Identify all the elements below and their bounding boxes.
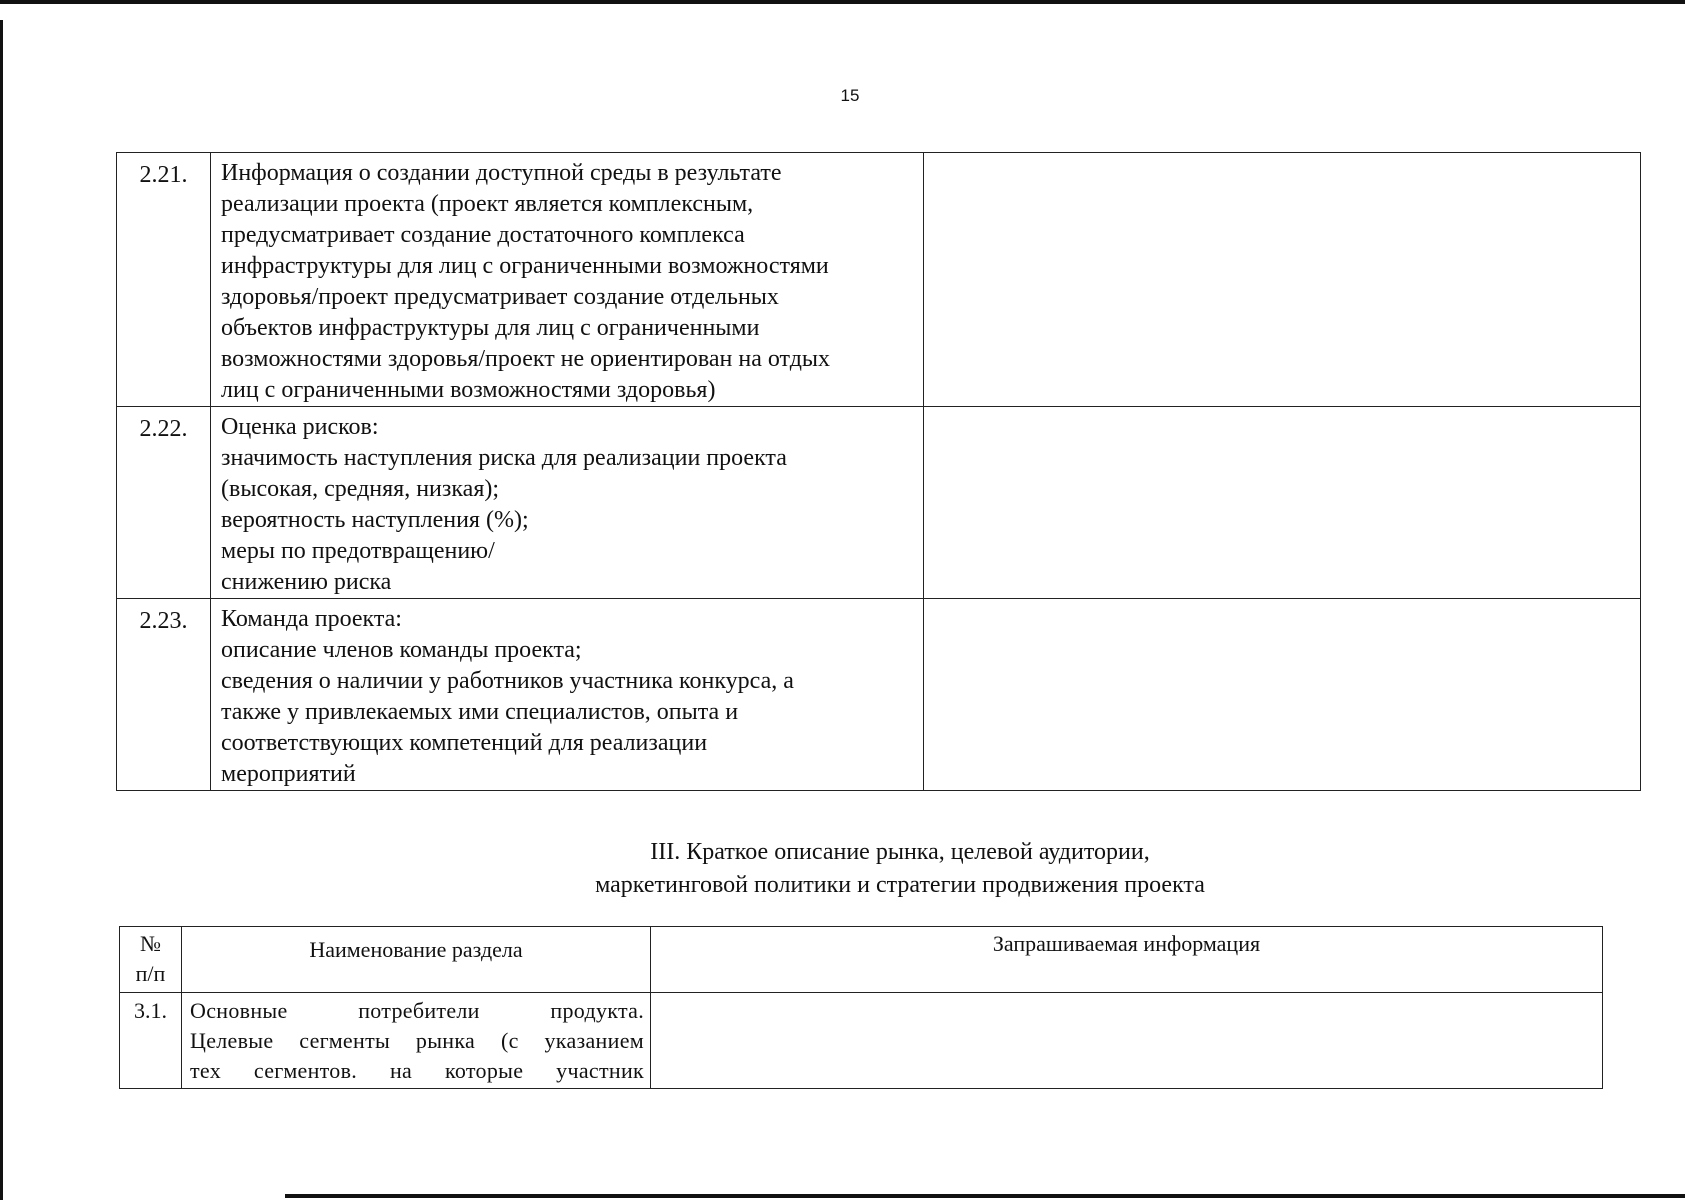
description-line: возможностями здоровья/проект не ориентирован на отдых bbox=[221, 346, 831, 372]
header-section-name: Наименование раздела bbox=[182, 927, 651, 993]
description-line: описание членов команды проекта; bbox=[221, 637, 582, 663]
scan-border-top bbox=[0, 0, 1685, 4]
description-line: снижению риска bbox=[221, 569, 392, 595]
table-header-row bbox=[120, 927, 1603, 993]
description-line: Команда проекта: bbox=[221, 606, 402, 632]
table-row bbox=[117, 599, 1641, 791]
row-value-cell bbox=[924, 153, 1641, 407]
description-line: (высокая, средняя, низкая); bbox=[221, 476, 500, 502]
section-heading-line: III. Краткое описание рынка, целевой аудитории, bbox=[650, 839, 1150, 865]
description-line: Информация о создании доступной среды в результате bbox=[221, 160, 782, 186]
description-line: мероприятий bbox=[221, 761, 356, 787]
row-number: 3.1. bbox=[120, 993, 182, 1089]
description-line: предусматривает создание достаточного комплекса bbox=[221, 222, 745, 248]
project-info-table bbox=[116, 152, 1641, 791]
scan-border-bottom bbox=[285, 1194, 1685, 1198]
description-line: меры по предотвращению/ bbox=[221, 538, 495, 564]
row-description bbox=[211, 153, 924, 407]
page-number: 15 bbox=[840, 86, 860, 105]
row-value-cell bbox=[651, 993, 1603, 1089]
table-row bbox=[120, 993, 1603, 1089]
row-value-cell bbox=[924, 599, 1641, 791]
description-line: сведения о наличии у работников участника конкурса, а bbox=[221, 668, 794, 694]
description-line: Оценка рисков: bbox=[221, 414, 379, 440]
description-line: объектов инфраструктуры для лиц с ограниченными bbox=[221, 315, 760, 341]
description-line: Целевые сегменты рынка (с указанием bbox=[190, 1028, 644, 1053]
section-heading-line: маркетинговой политики и стратегии продвижения проекта bbox=[595, 872, 1205, 898]
description-line: значимость наступления риска для реализации проекта bbox=[221, 445, 787, 471]
description-line: Основные потребители продукта. bbox=[190, 998, 644, 1023]
table-row bbox=[117, 407, 1641, 599]
header-requested-info: Запрашиваемая информация bbox=[651, 927, 1603, 993]
row-value-cell bbox=[924, 407, 1641, 599]
table-row bbox=[117, 153, 1641, 407]
description-line: лиц с ограниченными возможностями здоровья) bbox=[221, 377, 716, 403]
header-number bbox=[120, 927, 182, 993]
row-number: 2.22. bbox=[117, 407, 211, 599]
row-number: 2.21. bbox=[117, 153, 211, 407]
description-line: также у привлекаемых ими специалистов, опыта и bbox=[221, 699, 739, 725]
row-description bbox=[211, 599, 924, 791]
description-line: вероятность наступления (%); bbox=[221, 507, 529, 533]
description-line: инфраструктуры для лиц с ограниченными возможностями bbox=[221, 253, 829, 279]
row-description bbox=[211, 407, 924, 599]
row-number: 2.23. bbox=[117, 599, 211, 791]
description-line: соответствующих компетенций для реализации bbox=[221, 730, 708, 756]
header-number-line: № bbox=[140, 931, 161, 956]
market-info-table bbox=[119, 926, 1603, 1089]
description-line: здоровья/проект предусматривает создание отдельных bbox=[221, 284, 779, 310]
section-heading bbox=[330, 836, 1470, 902]
header-number-line: п/п bbox=[135, 961, 166, 986]
description-line: тех сегментов. на которые участник bbox=[190, 1058, 644, 1083]
description-line: реализации проекта (проект является комплексным, bbox=[221, 191, 754, 217]
row-description bbox=[182, 993, 651, 1089]
scan-border-left bbox=[0, 20, 3, 1200]
